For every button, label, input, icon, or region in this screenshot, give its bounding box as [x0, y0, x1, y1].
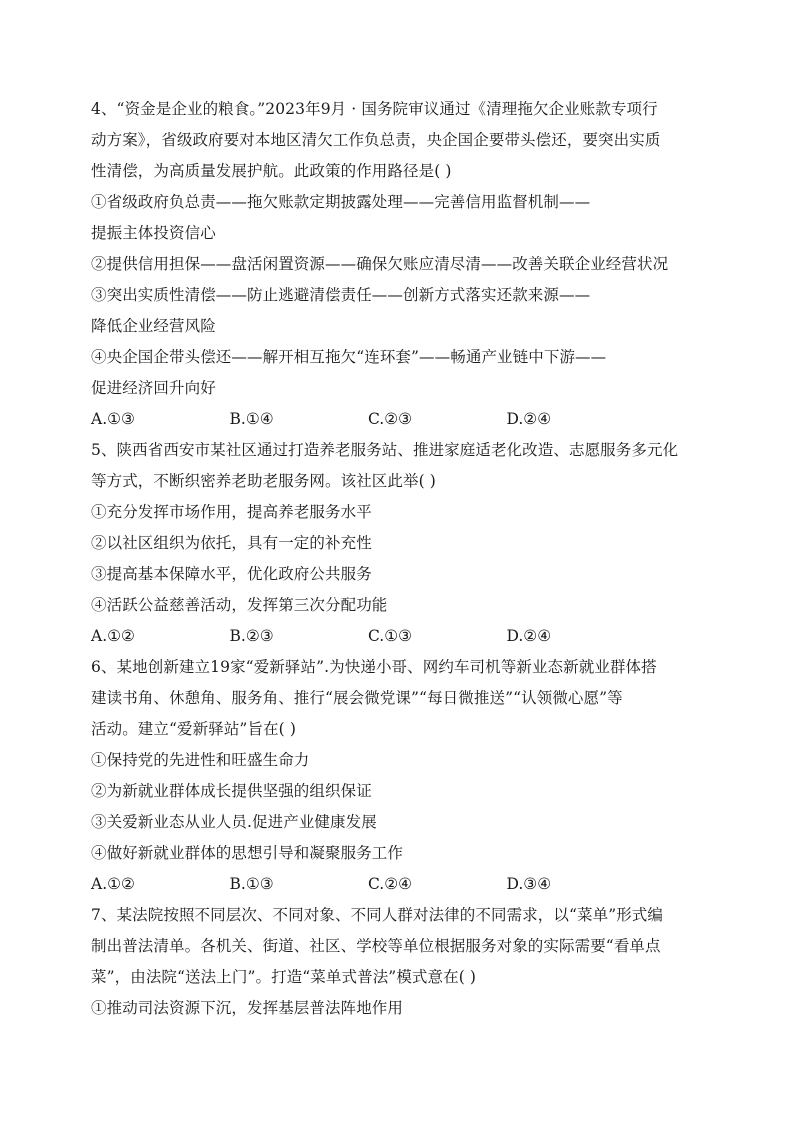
question-stem-line: 制出普法清单。各机关、街道、社区、学校等单位根据服务对象的实际需要“看单点: [91, 937, 661, 955]
question-4: [91, 94, 711, 435]
question-stem-line: 活动。建立“爱新驿站”旨在( ): [91, 720, 296, 738]
statement-line: ③关爱新业态从业人员.促进产业健康发展: [91, 813, 377, 831]
statement-line: ②为新就业群体成长提供坚强的组织保证: [91, 782, 372, 800]
option-c: C.②③: [368, 410, 413, 428]
option-a: A.①②: [91, 875, 135, 893]
question-stem-line: 5、陕西省西安市某社区通过打造养老服务站、推进家庭适老化改造、志愿服务多元化: [91, 441, 679, 459]
statement-line: 促进经济回升向好: [91, 379, 216, 397]
statement-line: ③突出实质性清偿——防止逃避清偿责任——创新方式落实还款来源——: [91, 286, 591, 304]
statement-line: 提振主体投资信心: [91, 224, 216, 242]
option-c: C.②④: [368, 875, 413, 893]
statement-line: ①保持党的先进性和旺盛生命力: [91, 751, 310, 769]
statement-line: ④做好新就业群体的思想引导和凝聚服务工作: [91, 844, 404, 862]
option-c: C.①③: [368, 627, 413, 645]
question-6: [91, 652, 711, 900]
question-stem-line: 4、“资金是企业的粮食。”2023年9月 · 国务院审议通过《清理拖欠企业账款专项行: [91, 100, 658, 118]
question-stem-line: 等方式，不断织密养老助老服务网。该社区此举( ): [91, 472, 436, 490]
statement-line: ①充分发挥市场作用，提高养老服务水平: [91, 503, 372, 521]
option-b: B.②③: [229, 627, 274, 645]
option-a: A.①③: [91, 410, 135, 428]
answer-options: [91, 869, 711, 900]
statement-line: ①推动司法资源下沉，发挥基层普法阵地作用: [91, 999, 404, 1017]
answer-options: [91, 621, 711, 652]
question-stem-line: 动方案》，省级政府要对本地区清欠工作负总责，央企国企要带头偿还，要突出实质: [91, 131, 661, 149]
question-stem-line: 菜”，由法院“送法上门”。打造“菜单式普法”模式意在( ): [91, 968, 477, 986]
statement-line: ④活跃公益慈善活动，发挥第三次分配功能: [91, 596, 388, 614]
statement-line: ①省级政府负总责——拖欠账款定期披露处理——完善信用监督机制——: [91, 193, 591, 211]
question-stem-line: 6、某地创新建立19家“爱新驿站”.为快递小哥、网约车司机等新业态新就业群体搭: [91, 658, 657, 676]
option-b: B.①③: [229, 875, 274, 893]
statement-line: ②提供信用担保——盘活闲置资源——确保欠账应清尽清——改善关联企业经营状况: [91, 255, 669, 273]
statement-line: 降低企业经营风险: [91, 317, 216, 335]
statement-line: ②以社区组织为依托，具有一定的补充性: [91, 534, 372, 552]
exam-page: [91, 94, 711, 1024]
question-7: [91, 900, 711, 1024]
question-stem-line: 性清偿，为高质量发展护航。此政策的作用路径是( ): [91, 162, 452, 180]
option-d: D.②④: [506, 627, 552, 645]
question-stem-line: 建读书角、休憩角、服务角、推行“展会微党课”“每日微推送”“认领微心愿”等: [91, 689, 623, 707]
answer-options: [91, 404, 711, 435]
statement-line: ④央企国企带头偿还——解开相互拖欠“连环套”——畅通产业链中下游——: [91, 348, 607, 366]
option-d: D.②④: [506, 410, 552, 428]
option-b: B.①④: [229, 410, 274, 428]
option-a: A.①②: [91, 627, 135, 645]
question-stem-line: 7、某法院按照不同层次、不同对象、不同人群对法律的不同需求，以“菜单”形式编: [91, 906, 664, 924]
statement-line: ③提高基本保障水平，优化政府公共服务: [91, 565, 372, 583]
option-d: D.③④: [506, 875, 552, 893]
question-5: [91, 435, 711, 652]
